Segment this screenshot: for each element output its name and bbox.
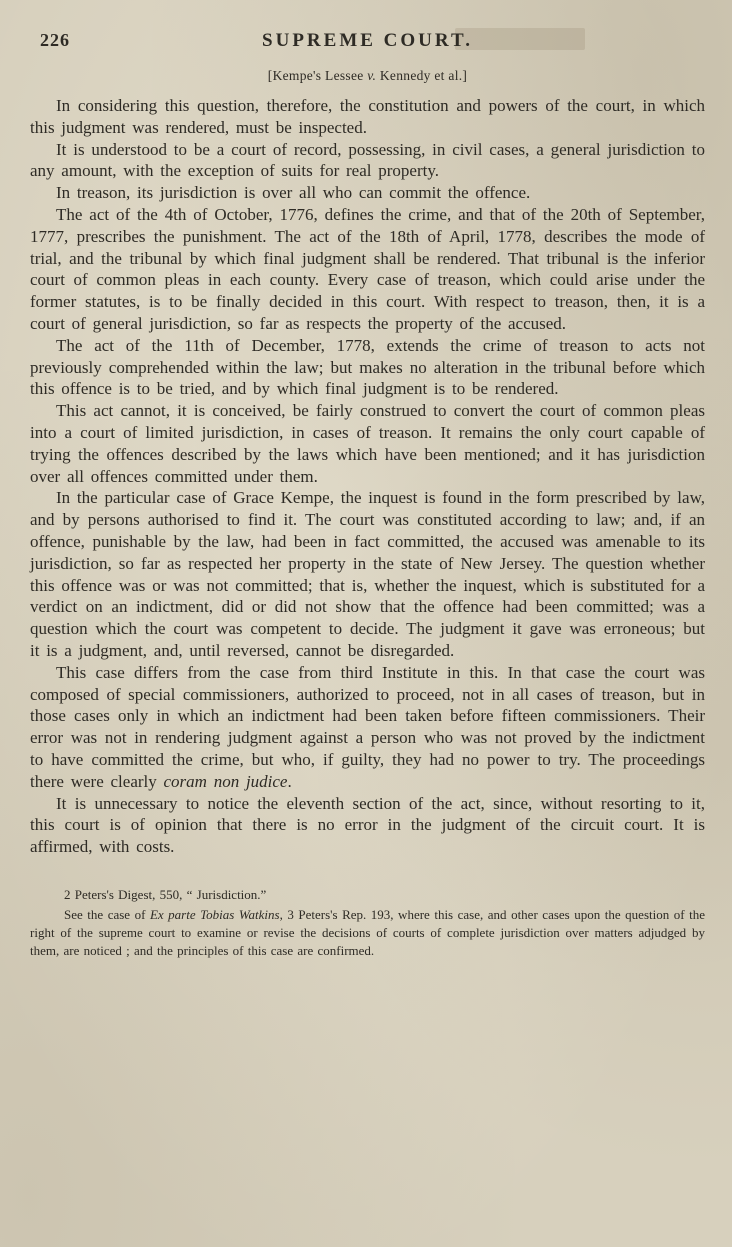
running-header: [30, 30, 705, 54]
case-caption-versus: v.: [367, 68, 377, 83]
footnote-2-text: See the case of: [64, 907, 150, 923]
paragraph-8-end: .: [287, 771, 292, 791]
footnote-1: 2 Peters's Digest, 550, “ Jurisdiction.”: [64, 886, 267, 902]
footnote-2: [30, 906, 705, 959]
page-header-title: SUPREME COURT.: [262, 30, 473, 51]
paragraph-8: [30, 662, 705, 793]
paragraph-4: The act of the 4th of October, 1776, defines the crime, and that of the 20th of September, 1777, prescribes the punishment. The act of the 18th of April, 1778, describes the mode of trial, and the tribunal by which final judgment shall be rendered. That tribunal is the inferior court of common pleas in each county. Every case of treason, which could arise under the former statutes, is to be finally decided in this court. With respect to treason, then, it is a court of general jurisdiction, so far as respects the property of the accused.: [30, 204, 705, 333]
paragraph-9: It is unnecessary to notice the eleventh section of the act, since, without resorting to it, this court is of opinion that there is no error in the judgment of the circuit court. It is affirmed, with costs.: [30, 793, 705, 857]
page-number: 226: [40, 30, 70, 50]
case-caption-open: [Kempe's Lessee: [267, 68, 368, 83]
paragraph-3: In treason, its jurisdiction is over all who can commit the offence.: [56, 183, 531, 203]
footnotes: [30, 886, 705, 959]
case-caption-close: Kennedy et al.]: [376, 68, 468, 83]
paragraph-8-text: This case differs from the case from third Institute in this. In that case the court was composed of special commissioners, authorized to proceed, not in all cases of treason, but in those cases only in which an indictment had been taken before fifteen commissioners. Their error was not in rendering judgment against a person who was not proved by the indictment to have committed the crime, but who, if guilty, they had no power to try. The proceedings there were clearly: [30, 662, 705, 791]
paragraph-6: This act cannot, it is conceived, be fairly construed to convert the court of common pleas into a court of limited jurisdiction, in cases of treason. It remains the only court capable of trying the offences described by the laws which have been mentioned; and it has jurisdiction over all offences committed under them.: [30, 401, 705, 486]
paragraph-7: In the particular case of Grace Kempe, the inquest is found in the form prescribed by law, and by persons authorised to find it. The court was constituted according to law; and, if an offence, punishable by the law, had been in fact committed, the accused was amenable to its jurisdiction, so far as respected her property in the state of New Jersey. The question whether this offence was or was not committed; that is, whether the inquest, which is substituted for a verdict on an indictment, did or did not show that the offence had been committed; was a question which the court was competent to decide. The judgment it gave was erroneous; but it is a judgment, and, until reversed, cannot be disregarded.: [30, 488, 705, 660]
case-caption: [30, 68, 705, 84]
paragraph-1: In considering this question, therefore, the constitution and powers of the court, in which this judgment was rendered, must be inspected.: [30, 96, 705, 137]
footnote-2-end: , 3 Peters's Rep. 193, where this case, and other cases upon the question of the right of the supreme court to examine or revise the decisions of courts of complete jurisdiction over matters adjudged by them, are noticed ; and the principles of this case are confirmed.: [30, 907, 705, 958]
opinion-body: [30, 95, 705, 858]
paragraph-2: It is understood to be a court of record, possessing, in civil cases, a general jurisdiction to any amount, with the exception of suits for real property.: [30, 139, 705, 181]
paragraph-5: The act of the 11th of December, 1778, extends the crime of treason to acts not previously comprehended within the law; but makes no alteration in the tribunal before which this offence is to be tried, and by which final judgment is to be rendered.: [30, 335, 705, 399]
latin-phrase: coram non judice: [163, 771, 288, 791]
case-citation-italic: Ex parte Tobias Watkins: [149, 907, 280, 923]
